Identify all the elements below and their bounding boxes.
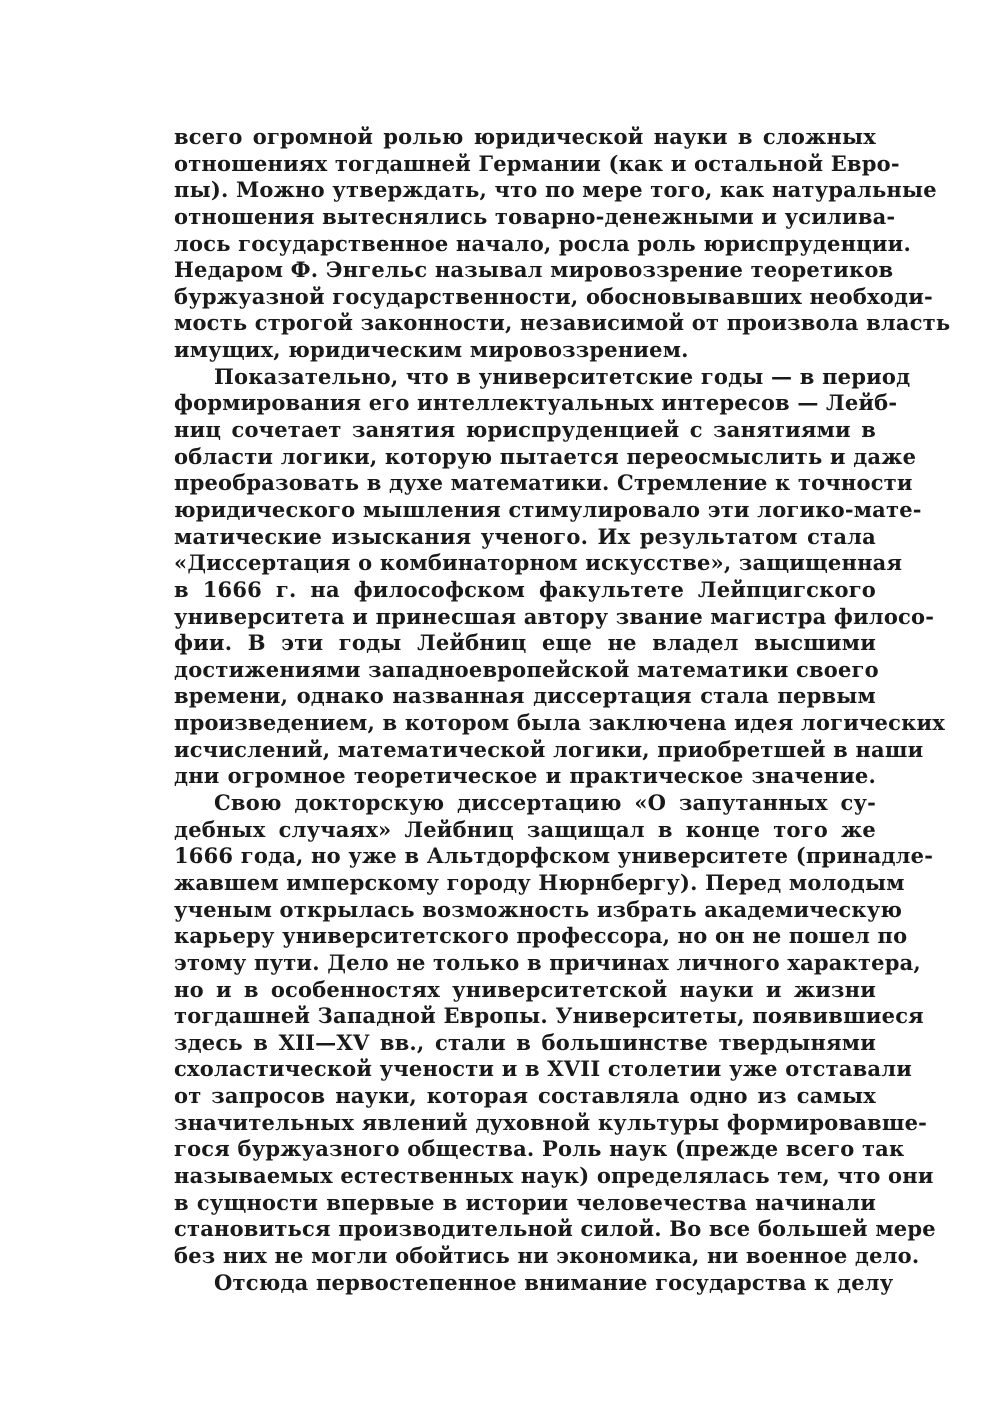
text-line: но и в особенностях университетской науки и жизни bbox=[174, 976, 876, 1002]
text-line: 1666 года, но уже в Альтдорфском университете (принадле- bbox=[174, 843, 934, 869]
text-line: Недаром Ф. Энгельс называл мировоззрение теоретиков bbox=[174, 257, 894, 283]
text-line: этому пути. Дело не только в причинах личного характера, bbox=[174, 949, 921, 975]
text-line: карьеру университетского профессора, но он не пошел по bbox=[174, 923, 908, 949]
text-line: гося буржуазного общества. Роль наук (прежде всего так bbox=[174, 1136, 905, 1162]
body-text bbox=[174, 124, 951, 1296]
text-line: здесь в XII—XV вв., стали в большинстве твердынями bbox=[174, 1029, 876, 1055]
text-line: всего огромной ролью юридической науки в сложных bbox=[174, 124, 876, 149]
text-line: достижениями западноевропейской математики своего bbox=[174, 656, 879, 682]
text-line: юридического мышления стимулировало эти логико-мате- bbox=[174, 496, 922, 522]
text-line: значительных явлений духовной культуры формировавше- bbox=[174, 1109, 928, 1135]
text-line: университета и принесшая автору звание магистра филосо- bbox=[174, 603, 935, 629]
text-line: дни огромное теоретическое и практическое значение. bbox=[174, 763, 876, 789]
text-line: матические изыскания ученого. Их результатом стала bbox=[174, 523, 876, 549]
text-line: лось государственное начало, росла роль юриспруденции. bbox=[174, 230, 911, 256]
text-line: ученым открылась возможность избрать академическую bbox=[174, 896, 903, 922]
text-line: пы). Можно утверждать, что по мере того, как натуральные bbox=[174, 177, 937, 203]
text-line: дебных случаях» Лейбниц защищал в конце того же bbox=[174, 816, 876, 842]
text-line: называемых естественных наук) определялась тем, что они bbox=[174, 1162, 934, 1188]
text-line: ниц сочетает занятия юриспруденцией с занятиями в bbox=[174, 417, 876, 443]
text-line: жавшем имперскому городу Нюрнбергу). Перед молодым bbox=[174, 869, 905, 895]
text-line: в сущности впервые в истории человечества начинали bbox=[174, 1189, 876, 1215]
text-line: Отсюда первостепенное внимание государства к делу bbox=[214, 1269, 894, 1295]
text-line: Свою докторскую диссертацию «О запутанных су- bbox=[214, 790, 876, 816]
text-line: отношения вытеснялись товарно-денежными и усилива- bbox=[174, 203, 896, 229]
text-line: произведением, в котором была заключена идея логических bbox=[174, 710, 945, 736]
text-line: «Диссертация о комбинаторном искусстве», защищенная bbox=[174, 550, 903, 576]
text-line: мость строгой законности, независимой от произвола власть bbox=[174, 310, 951, 336]
text-line: преобразовать в духе математики. Стремление к точности bbox=[174, 470, 913, 496]
text-line: фии. В эти годы Лейбниц еще не владел высшими bbox=[174, 630, 876, 656]
text-line: имущих, юридическим мировоззрением. bbox=[174, 337, 689, 363]
text-line: области логики, которую пытается переосмыслить и даже bbox=[174, 443, 917, 469]
text-line: становиться производительной силой. Во все большей мере bbox=[174, 1216, 936, 1242]
text-line: без них не могли обойтись ни экономика, ни военное дело. bbox=[174, 1242, 920, 1268]
text-line: от запросов науки, которая составляла одно из самых bbox=[174, 1083, 876, 1109]
text-line: тогдашней Западной Европы. Университеты, появившиеся bbox=[174, 1003, 924, 1029]
text-line: схоластической учености и в XVII столетии уже отставали bbox=[174, 1056, 913, 1082]
text-line: времени, однако названная диссертация стала первым bbox=[174, 683, 876, 709]
text-line: формирования его интеллектуальных интересов — Лейб- bbox=[174, 390, 898, 416]
text-line: буржуазной государственности, обосновывавших необходи- bbox=[174, 283, 933, 309]
text-line: исчислений, математической логики, приобретшей в наши bbox=[174, 736, 924, 762]
text-line: Показательно, что в университетские годы — в период bbox=[214, 363, 911, 389]
text-line: отношениях тогдашней Германии (как и остальной Евро- bbox=[174, 150, 900, 176]
text-line: в 1666 г. на философском факультете Лейпцигского bbox=[174, 576, 876, 602]
